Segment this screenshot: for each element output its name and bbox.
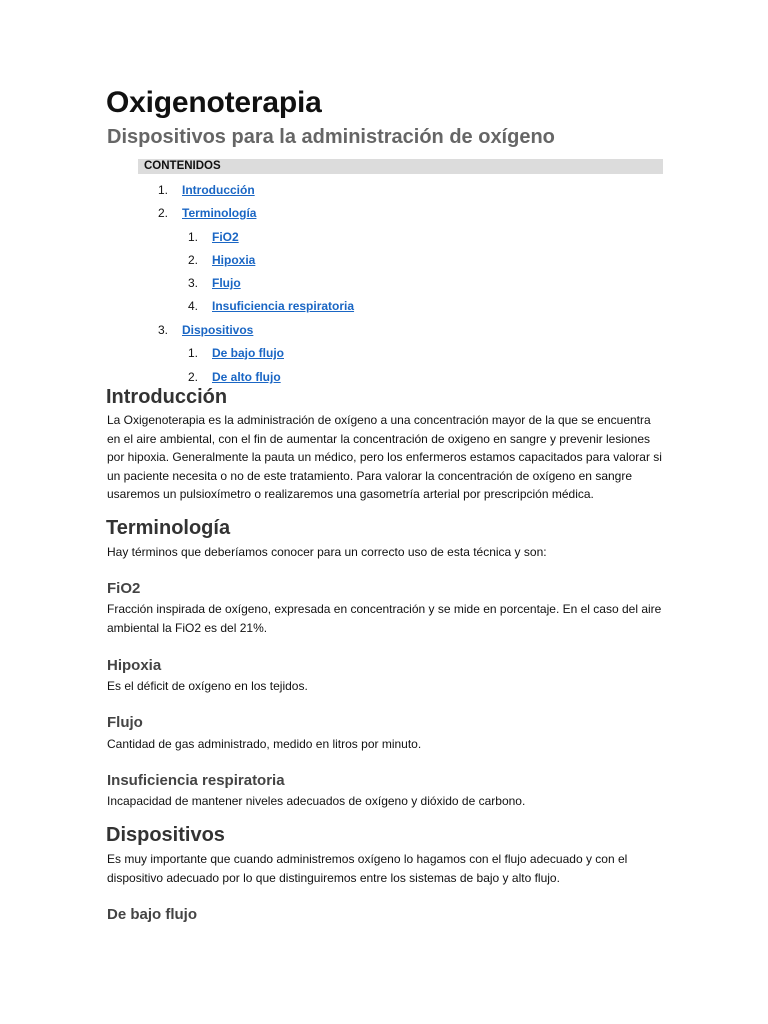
toc-item-number: 3.: [158, 323, 169, 337]
heading-fio2: FiO2: [107, 580, 141, 597]
paragraph-dispositivos: Es muy importante que cuando administremos oxígeno lo hagamos con el flujo adecuado y con el dispositivo adecuado por lo que distinguiremos entre los sistemas de bajo y alto flujo.: [107, 852, 628, 885]
paragraph-flujo: Cantidad de gas administrado, medido en litros por minuto.: [107, 737, 422, 751]
toc-item-insuficiencia: [188, 299, 354, 313]
toc-item-number: 2.: [158, 206, 169, 220]
document-title: Oxigenoterapia: [106, 86, 322, 119]
paragraph-fio2: Fracción inspirada de oxígeno, expresada en concentración y se mide en porcentaje. En el caso del aire ambiental la FiO2 es del 21%.: [107, 602, 662, 635]
toc-item-number: 2.: [188, 370, 199, 384]
heading-insuficiencia: Insuficiencia respiratoria: [107, 772, 285, 789]
paragraph-introduccion: La Oxigenoterapia es la administración de oxígeno a una concentración mayor de la que se encuentra en el aire ambiental, con el fin de aumentar la concentración de oxigeno en sangre y prevenir lesiones por hipoxia. Generalmente la pauta un médico, pero los enfermeros estamos capacitados para valorar si un paciente necesita o no de este tratamiento. Para valorar la concentración de oxígeno en sangre usaremos un pulsioxímetro o realizaremos una gasometría arterial por prescripción médica.: [107, 413, 662, 502]
paragraph-terminologia: Hay términos que deberíamos conocer para un correcto uso de esta técnica y son:: [107, 545, 547, 559]
toc-link-alto-flujo[interactable]: De alto flujo: [212, 370, 281, 384]
heading-flujo: Flujo: [107, 714, 143, 731]
toc-item-number: 1.: [188, 230, 199, 244]
heading-hipoxia: Hipoxia: [107, 657, 162, 674]
toc-item-number: 2.: [188, 253, 199, 267]
toc-item-number: 1.: [188, 346, 199, 360]
heading-terminologia: Terminología: [106, 517, 231, 539]
paragraph-hipoxia: Es el déficit de oxígeno en los tejidos.: [107, 679, 308, 693]
toc-link-terminologia[interactable]: Terminología: [182, 206, 257, 220]
heading-introduccion: Introducción: [106, 386, 228, 408]
toc-header: CONTENIDOS: [138, 159, 663, 174]
toc-item-fio2: [188, 230, 239, 244]
toc-item-number: 3.: [188, 276, 199, 290]
toc-item-number: 1.: [158, 183, 169, 197]
toc-link-hipoxia[interactable]: Hipoxia: [212, 253, 256, 267]
toc-link-flujo[interactable]: Flujo: [212, 276, 241, 290]
toc-link-insuficiencia[interactable]: Insuficiencia respiratoria: [212, 299, 355, 313]
toc-item-number: 4.: [188, 299, 199, 313]
heading-bajo-flujo: De bajo flujo: [107, 906, 197, 923]
heading-dispositivos: Dispositivos: [106, 824, 225, 846]
paragraph-insuficiencia: Incapacidad de mantener niveles adecuados de oxígeno y dióxido de carbono.: [107, 794, 526, 808]
toc-item-introduccion: [158, 183, 255, 197]
toc-item-terminologia: [158, 206, 256, 220]
toc-item-flujo: [188, 276, 241, 290]
toc-link-bajo-flujo[interactable]: De bajo flujo: [212, 346, 284, 360]
toc-link-dispositivos[interactable]: Dispositivos: [182, 323, 254, 337]
toc-item-hipoxia: [188, 253, 255, 267]
toc-link-fio2[interactable]: FiO2: [212, 230, 239, 244]
toc-item-bajo-flujo: [188, 346, 284, 360]
toc-item-dispositivos: [158, 323, 253, 337]
toc-item-alto-flujo: [188, 370, 281, 384]
toc-link-introduccion[interactable]: Introducción: [182, 183, 255, 197]
document-subtitle: Dispositivos para la administración de oxígeno: [107, 126, 555, 148]
